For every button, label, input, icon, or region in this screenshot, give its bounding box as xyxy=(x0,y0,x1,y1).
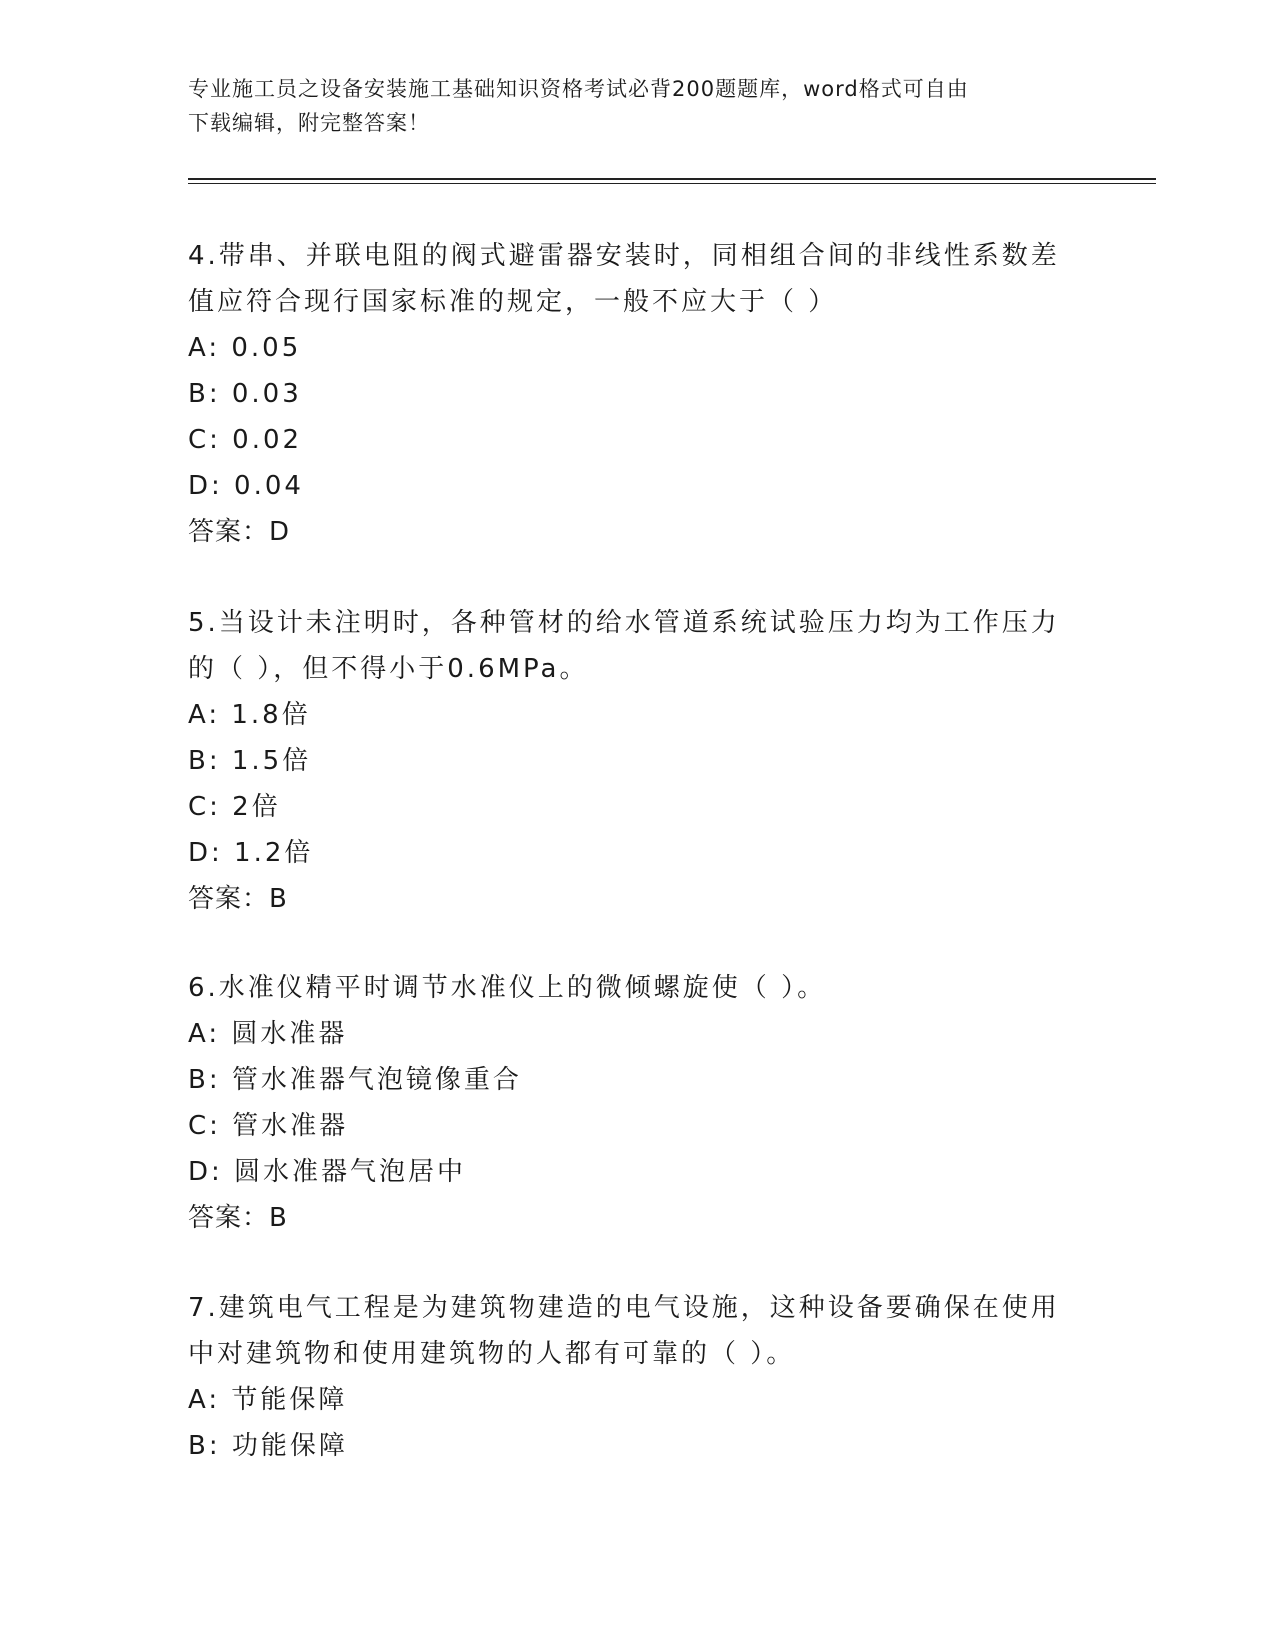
option-a: A: 圆水准器 xyxy=(188,1019,348,1049)
question-7 xyxy=(188,1285,1068,1469)
option-c: C: 2倍 xyxy=(188,792,281,822)
question-stem-line: 的（ ），但不得小于0.6MPa。 xyxy=(188,654,589,684)
header-divider-top xyxy=(188,178,1156,180)
option-b: B: 0.03 xyxy=(188,379,302,409)
question-stem-line: 中对建筑物和使用建筑物的人都有可靠的（ ）。 xyxy=(188,1339,796,1369)
question-stem xyxy=(188,233,1068,325)
option-d: D: 圆水准器气泡居中 xyxy=(188,1157,467,1187)
header-divider-bottom xyxy=(188,183,1156,184)
answer-line: 答案：D xyxy=(188,517,291,547)
option-b: B: 功能保障 xyxy=(188,1431,348,1461)
option-c: C: 0.02 xyxy=(188,425,303,455)
question-stem xyxy=(188,600,1068,692)
question-stem-line: 5.当设计未注明时，各种管材的给水管道系统试验压力均为工作压力 xyxy=(188,608,1060,638)
option-a: A: 0.05 xyxy=(188,333,302,363)
option-d: D: 1.2倍 xyxy=(188,838,314,868)
header-line-2: 下载编辑，附完整答案！ xyxy=(188,111,430,135)
question-4 xyxy=(188,233,1068,555)
question-6 xyxy=(188,965,1068,1241)
option-d: D: 0.04 xyxy=(188,471,304,501)
option-b: B: 管水准器气泡镜像重合 xyxy=(188,1065,522,1095)
question-stem xyxy=(188,965,1068,1011)
option-b: B: 1.5倍 xyxy=(188,746,312,776)
header-line-1: 专业施工员之设备安装施工基础知识资格考试必背200题题库，word格式可自由 xyxy=(188,77,969,101)
answer-line: 答案：B xyxy=(188,884,288,914)
question-stem-line: 7.建筑电气工程是为建筑物建造的电气设施，这种设备要确保在使用 xyxy=(188,1293,1060,1323)
question-stem-line: 值应符合现行国家标准的规定，一般不应大于（ ） xyxy=(188,287,838,317)
option-a: A: 节能保障 xyxy=(188,1385,348,1415)
document-header xyxy=(188,72,1088,140)
question-stem-line: 6.水准仪精平时调节水准仪上的微倾螺旋使（ ）。 xyxy=(188,973,827,1003)
answer-line: 答案：B xyxy=(188,1203,288,1233)
option-c: C: 管水准器 xyxy=(188,1111,349,1141)
question-5 xyxy=(188,600,1068,922)
question-stem xyxy=(188,1285,1068,1377)
question-stem-line: 4.带串、并联电阻的阀式避雷器安装时，同相组合间的非线性系数差 xyxy=(188,241,1060,271)
option-a: A: 1.8倍 xyxy=(188,700,311,730)
